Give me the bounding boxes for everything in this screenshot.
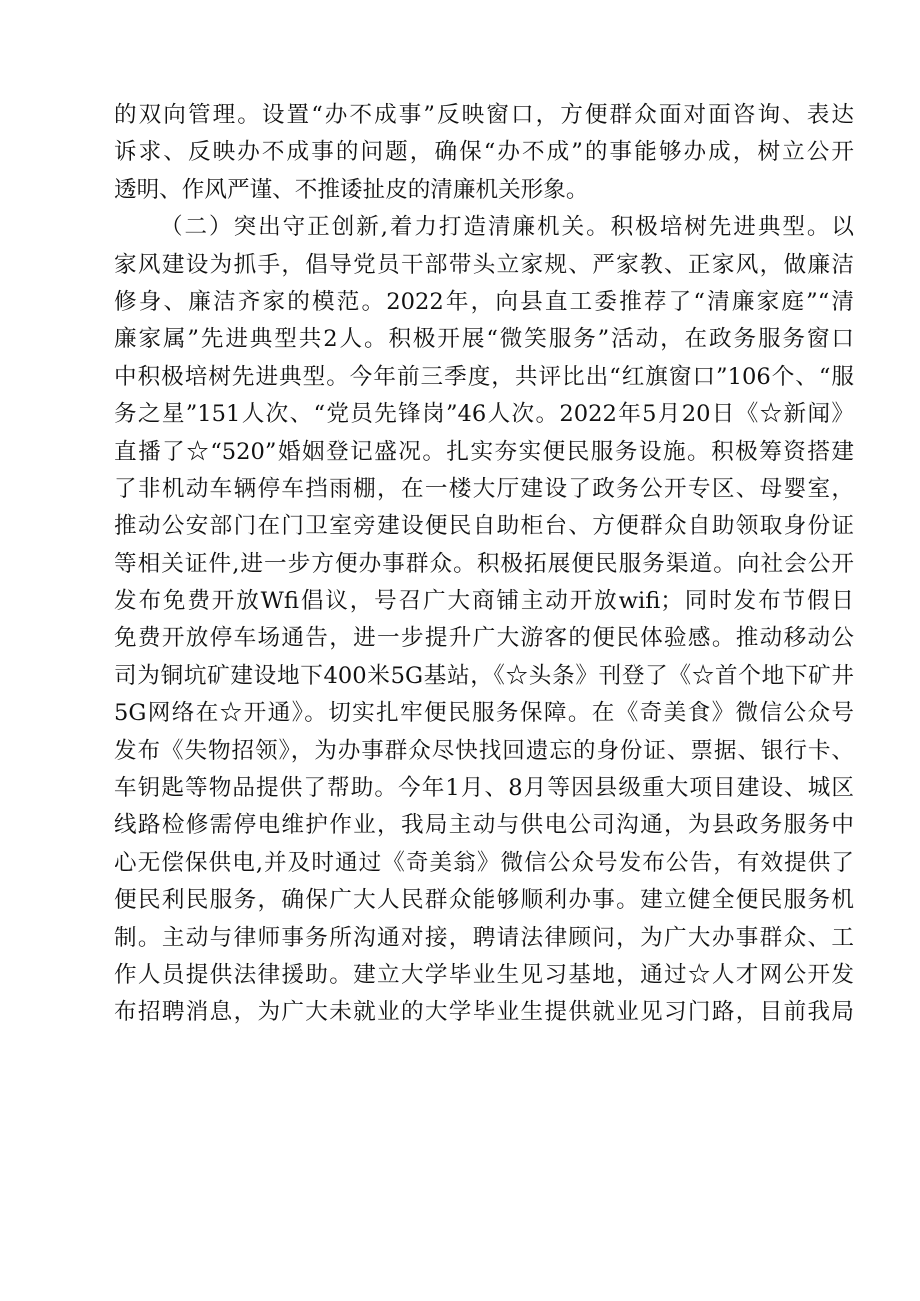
text-line: 作人员提供法律援助。建立大学毕业生见习基地，通过☆人才网公开发 [114, 961, 854, 988]
text-line: 便民利民服务，确保广大人民群众能够顺利办事。建立健全便民服务机 [114, 887, 854, 914]
text-line: 务之星”151人次、“党员先锋岗”46人次。2022年5月20日《☆新闻》 [114, 401, 854, 428]
text-line: 发布免费开放Wfi倡议，号召广大商铺主动开放wifi；同时发布节假日 [114, 588, 854, 615]
text-line: 免费开放停车场通告，进一步提升广大游客的便民体验感。推动移动公 [114, 625, 854, 652]
text-line: 心无偿保供电,并及时通过《奇美翁》微信公众号发布公告，有效提供了 [114, 849, 854, 876]
text-line: 发布《失物招领》，为办事群众尽快找回遗忘的身份证、票据、银行卡、 [114, 737, 854, 764]
text-line: 中积极培树先进典型。今年前三季度，共评比出“红旗窗口”106个、“服 [114, 363, 854, 390]
paragraph-2 [114, 209, 854, 1032]
text-line: 司为铜坑矿建设地下400米5G基站，《☆头条》刊登了《☆首个地下矿井 [114, 662, 854, 689]
text-line: 透明、作风严谨、不推诿扯皮的清廉机关形象。 [114, 176, 589, 203]
text-line: 诉求、反映办不成事的问题，确保“办不成”的事能够办成，树立公开 [114, 139, 854, 166]
text-line: 等相关证件,进一步方便办事群众。积极拓展便民服务渠道。向社会公开 [114, 550, 854, 577]
paragraph-1 [114, 97, 854, 209]
text-line: 布招聘消息，为广大未就业的大学毕业生提供就业见习门路，目前我局 [114, 999, 854, 1026]
text-line: 推动公安部门在门卫室旁建设便民自助柜台、方便群众自助领取身份证 [114, 513, 854, 540]
text-line: 的双向管理。设置“办不成事”反映窗口，方便群众面对面咨询、表达 [114, 102, 854, 128]
text-line: 了非机动车辆停车挡雨棚，在一楼大厅建设了政务公开专区、母婴室， [114, 475, 854, 502]
text-line: （二）突出守正创新,着力打造清廉机关。积极培树先进典型。以 [160, 214, 854, 241]
text-line: 5G网络在☆开通》。切实扎牢便民服务保障。在《奇美食》微信公众号 [114, 700, 854, 727]
text-line: 修身、廉洁齐家的模范。2022年，向县直工委推荐了“清廉家庭”“清 [114, 288, 854, 315]
text-line: 制。主动与律师事务所沟通对接，聘请法律顾问，为广大办事群众、工 [114, 924, 854, 951]
text-line: 线路检修需停电维护作业，我局主动与供电公司沟通，为县政务服务中 [114, 812, 854, 839]
text-line: 车钥匙等物品提供了帮助。今年1月、8月等因县级重大项目建设、城区 [114, 775, 854, 802]
text-line: 廉家属”先进典型共2人。积极开展“微笑服务”活动，在政务服务窗口 [114, 326, 854, 353]
body-text [114, 97, 854, 1032]
text-line: 家风建设为抓手，倡导党员干部带头立家规、严家教、正家风，做廉洁 [114, 251, 854, 278]
text-line: 直播了☆“520”婚姻登记盛况。扎实夯实便民服务设施。积极筹资搭建 [114, 438, 854, 465]
